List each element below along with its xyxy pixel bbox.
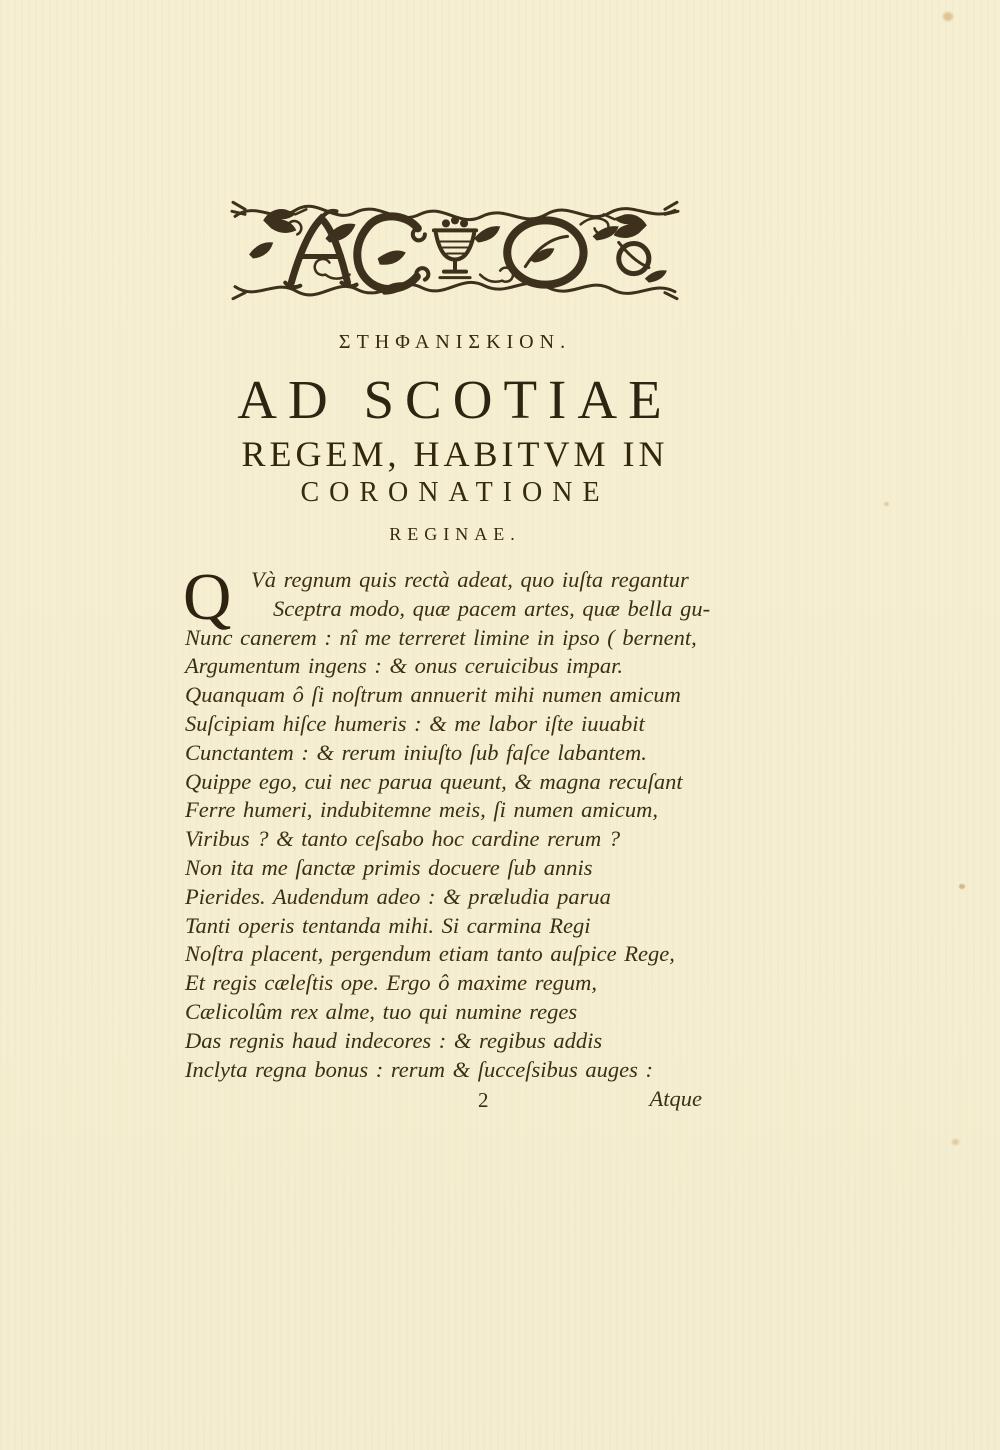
foxing-spot <box>943 12 953 21</box>
poem-line: Nunc canerem : nî me terreret limine in ipso ( bernent, <box>185 624 697 650</box>
headpiece-ornament-icon <box>229 194 681 308</box>
poem-line: Quanquam ô ſi noſtrum annuerit mihi numen amicum <box>185 682 681 708</box>
title-line-3: CORONATIONE <box>300 477 610 508</box>
poem-line: Das regnis haud indecores : & regibus addis <box>185 1027 603 1053</box>
title-line-4: REGINAE. <box>389 524 521 544</box>
title-line-2: REGEM, HABITVM IN <box>241 434 669 474</box>
poem-line: Argumentum ingens : & onus ceruicibus impar. <box>185 653 624 679</box>
catchword: Atque <box>649 1086 702 1111</box>
drop-cap: Q <box>183 560 232 634</box>
poem-line: Pierides. Audendum adeo : & præludia parua <box>185 883 611 909</box>
poem-line: Et regis cæleſtis ope. Ergo ô maxime regum, <box>185 970 598 996</box>
greek-heading: ΣΤΗΦΑΝΙΣΚΙΟΝ. <box>338 331 572 353</box>
poem-line: Cunctantem : & rerum iniuſto ſub faſce labantem. <box>185 739 647 765</box>
foxing-spot <box>959 884 965 889</box>
foxing-spot <box>884 502 889 506</box>
poem-line: Và regnum quis rectà adeat, quo iuſta regantur <box>251 567 689 592</box>
foxing-spot <box>952 1139 959 1145</box>
page-footer <box>185 1086 730 1116</box>
poem-line: Cælicolûm rex alme, tuo qui numine reges <box>185 998 578 1024</box>
poem-line: Non ita me ſanctæ primis docuere ſub annis <box>185 854 593 880</box>
poem-line: Noſtra placent, pergendum etiam tanto auſpice Rege, <box>185 941 675 967</box>
poem-line: Suſcipiam hiſce humeris : & me labor iſte iuuabit <box>185 710 645 736</box>
poem-line: Quippe ego, cui nec parua queunt, & magna recuſant <box>185 768 683 794</box>
poem-line: Ferre humeri, indubitemne meis, ſi numen amicum, <box>185 797 658 823</box>
poem-line: Sceptra modo, quæ pacem artes, quæ bella gu- <box>273 595 711 621</box>
poem-line: Inclyta regna bonus : rerum & ſucceſsibus auges : <box>185 1056 653 1082</box>
poem-block <box>183 560 745 1084</box>
poem-lines <box>183 560 745 1084</box>
signature-mark: 2 <box>478 1088 489 1112</box>
poem-line: Viribus ? & tanto ceſsabo hoc cardine rerum ? <box>185 826 621 852</box>
title-line-1: AD SCOTIAE <box>237 369 673 430</box>
poem-line: Tanti operis tentanda mihi. Si carmina Regi <box>185 912 591 938</box>
